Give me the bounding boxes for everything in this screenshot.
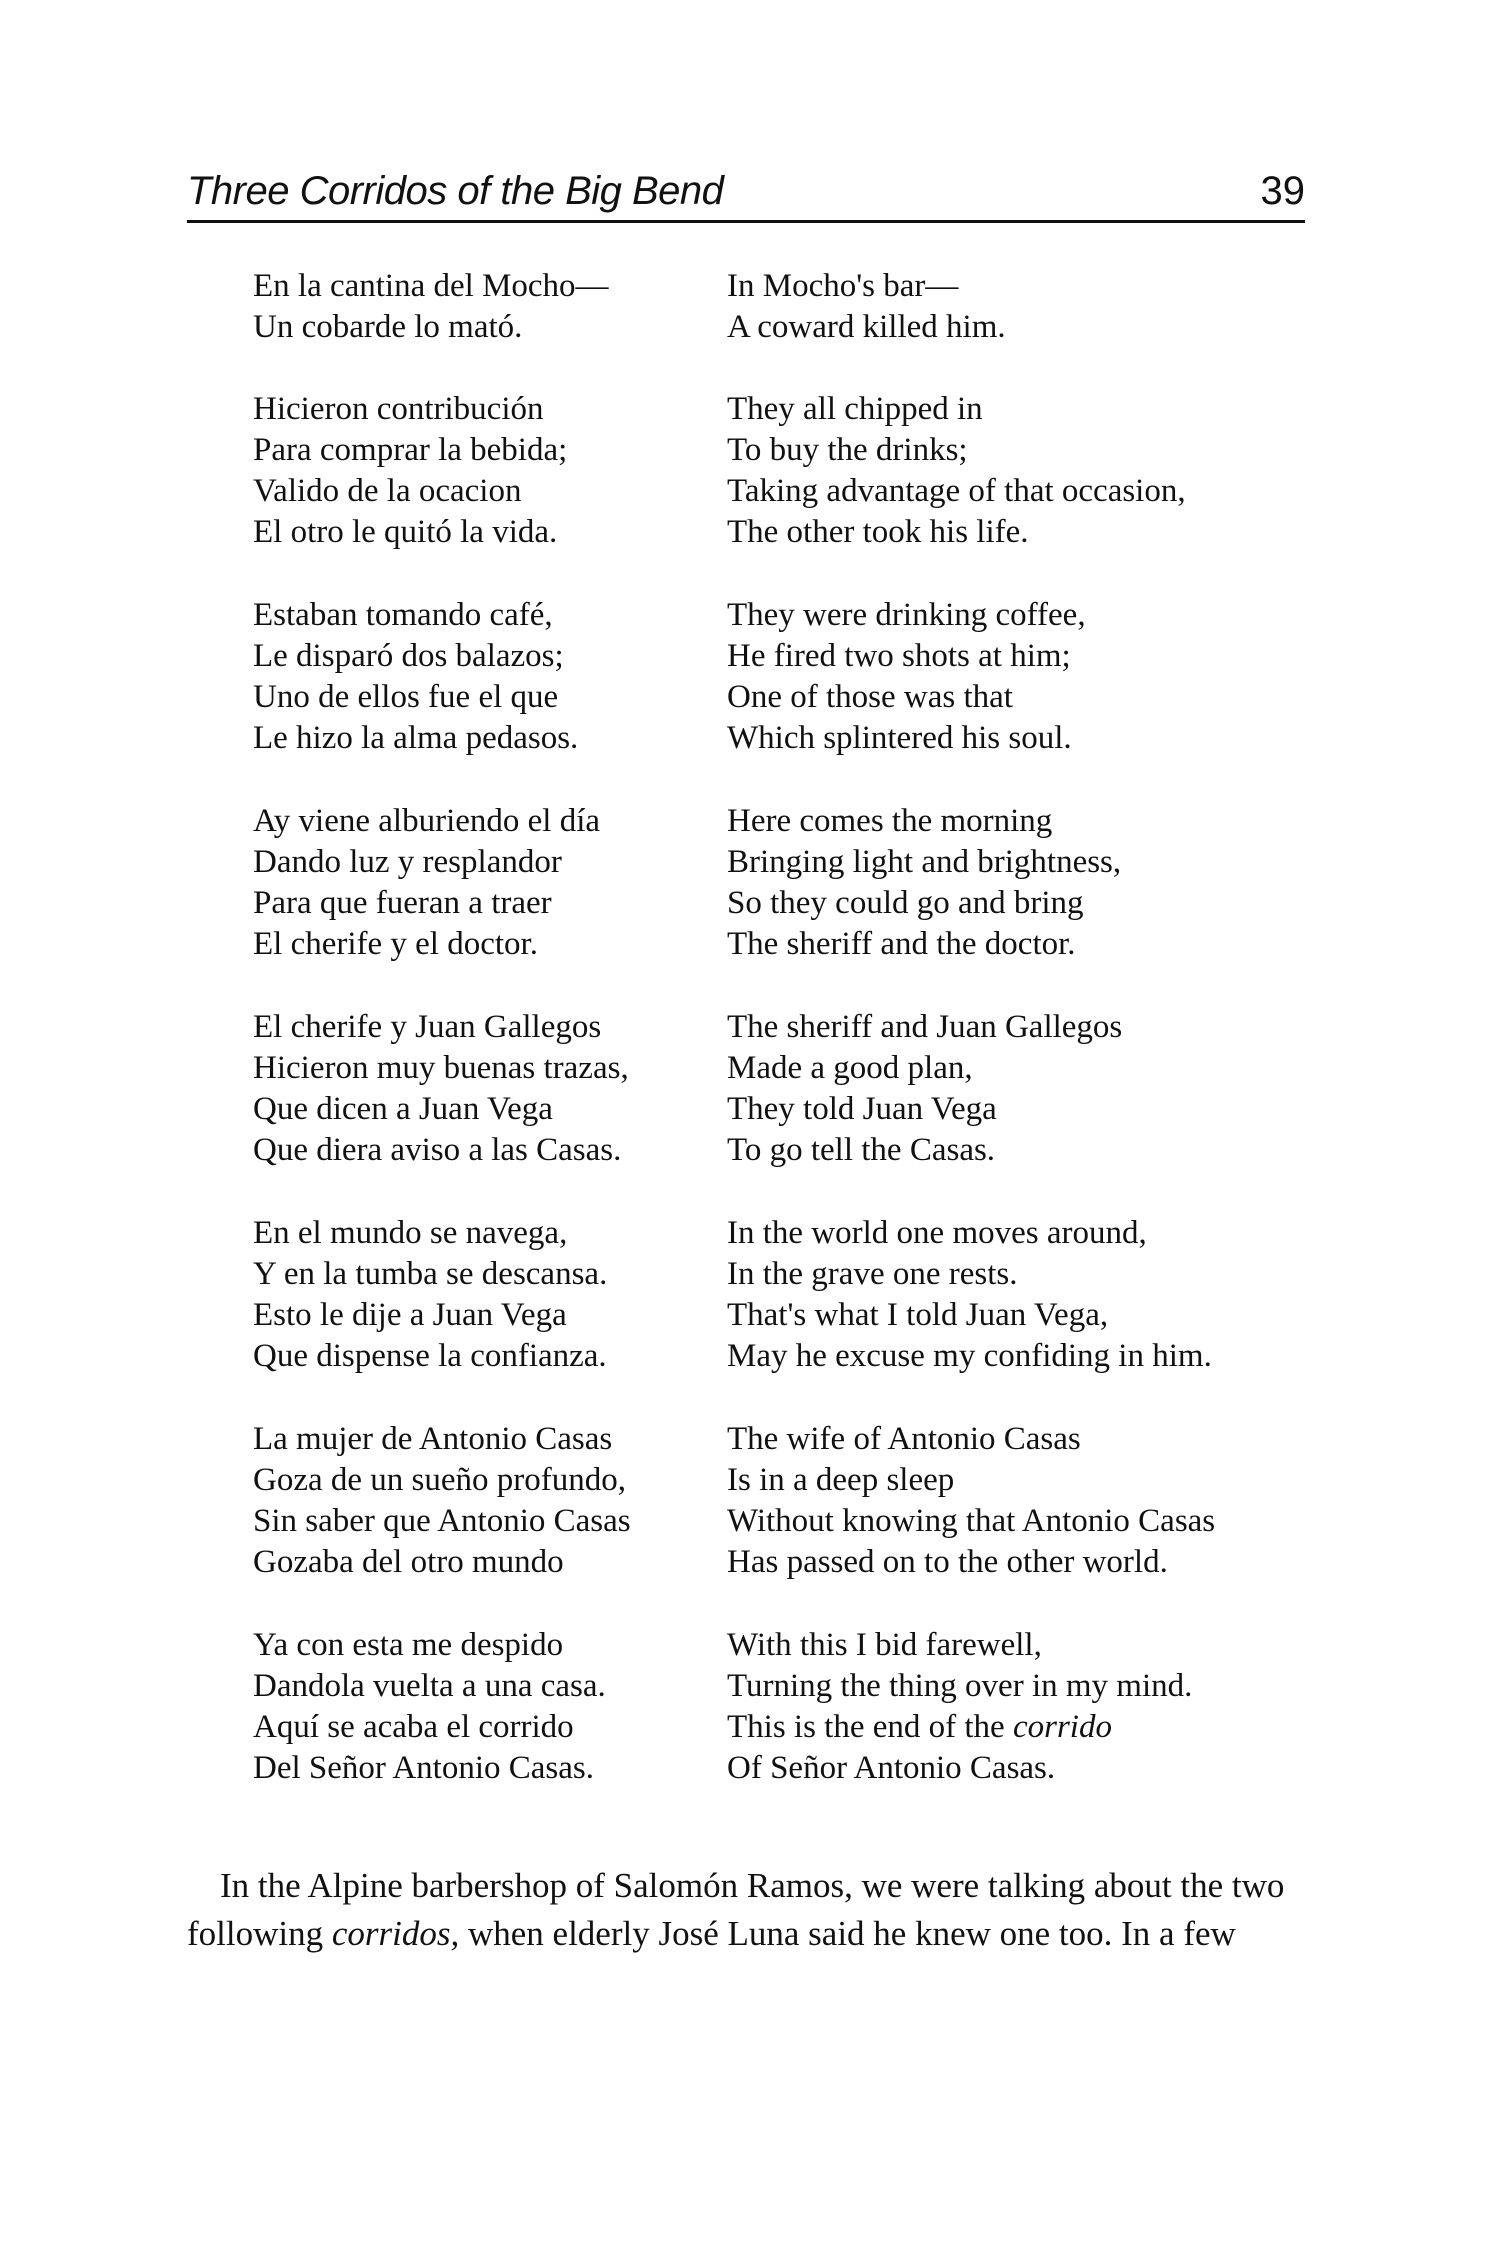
verse-line-en: Bringing light and brightness, — [727, 844, 1122, 880]
verse-line-es: Que diera aviso a las Casas. — [253, 1132, 622, 1168]
verse-text: This is the end of the — [727, 1709, 1013, 1745]
prose-line — [187, 1910, 1307, 1958]
verse-line-es: En la cantina del Mocho— — [253, 268, 609, 304]
page-number: 39 — [1260, 169, 1305, 213]
stanza-english — [727, 266, 1327, 348]
italic-term: corridos, — [331, 1914, 460, 1953]
verse-line-es: Aquí se acaba el corrido — [253, 1709, 574, 1745]
page-header — [187, 160, 1305, 223]
verse-line-es: Le hizo la alma pedasos. — [253, 720, 579, 756]
verse-line-es: El cherife y Juan Gallegos — [253, 1009, 602, 1045]
verse-line-es: Valido de la ocacion — [253, 473, 522, 509]
verse-line-es: Y en la tumba se descansa. — [253, 1256, 608, 1292]
verse-line-en: Is in a deep sleep — [727, 1462, 955, 1498]
verse-line-en: To go tell the Casas. — [727, 1132, 996, 1168]
stanza-spanish — [253, 1213, 693, 1377]
verse-line-en: Made a good plan, — [727, 1050, 973, 1086]
verse-line-es: Un cobarde lo mató. — [253, 309, 523, 345]
verse-line-en: Of Señor Antonio Casas. — [727, 1750, 1056, 1786]
verse-line-es: Ya con esta me despido — [253, 1627, 564, 1663]
stanza-spanish — [253, 801, 693, 965]
verse-line-en: May he excuse my confiding in him. — [727, 1338, 1212, 1374]
verse-line-en: The sheriff and Juan Gallegos — [727, 1009, 1123, 1045]
verse-line-en: One of those was that — [727, 679, 1013, 715]
verse-line-en: The wife of Antonio Casas — [727, 1421, 1081, 1457]
verse-line-es: Estaban tomando café, — [253, 597, 553, 633]
stanza-spanish — [253, 1007, 693, 1171]
italic-term: corrido — [1012, 1709, 1112, 1745]
stanza-english — [727, 801, 1327, 965]
verse-line-es: Que dispense la confianza. — [253, 1338, 607, 1374]
stanza-spanish — [253, 1419, 693, 1583]
stanza-english — [727, 595, 1327, 759]
stanza-spanish — [253, 389, 693, 553]
verse-line-es: Ay viene alburiendo el día — [253, 803, 601, 839]
prose-text: when elderly José Luna said he knew one too. In a few — [459, 1914, 1236, 1953]
verse-line-en: They all chipped in — [727, 391, 983, 427]
verse-line-es: En el mundo se navega, — [253, 1215, 568, 1251]
verse-line-en: The sheriff and the doctor. — [727, 926, 1076, 962]
verse-line-es: Del Señor Antonio Casas. — [253, 1750, 594, 1786]
verse-line-en: In the world one moves around, — [727, 1215, 1147, 1251]
verse-line-en: The other took his life. — [727, 514, 1029, 550]
verse-line-en: Here comes the morning — [727, 803, 1053, 839]
verse-line-en: With this I bid farewell, — [727, 1627, 1042, 1663]
verse-line-en: In Mocho's bar— — [727, 268, 959, 304]
stanza-english — [727, 1007, 1327, 1171]
verse-line-es: Uno de ellos fue el que — [253, 679, 559, 715]
verse-line-en: He fired two shots at him; — [727, 638, 1071, 674]
running-title: Three Corridos of the Big Bend — [187, 169, 724, 213]
verse-line-es: Para comprar la bebida; — [253, 432, 568, 468]
verse-line-es: Sin saber que Antonio Casas — [253, 1503, 631, 1539]
verse-line-en: Which splintered his soul. — [727, 720, 1072, 756]
verse-line-es: Hicieron contribución — [253, 391, 544, 427]
stanza-english — [727, 1213, 1327, 1377]
verse-line-en: So they could go and bring — [727, 885, 1084, 921]
stanza-english — [727, 389, 1327, 553]
verse-line-en: Turning the thing over in my mind. — [727, 1668, 1193, 1704]
prose-paragraph — [187, 1862, 1307, 1958]
verse-line-en: In the grave one rests. — [727, 1256, 1018, 1292]
verse-line-es: Gozaba del otro mundo — [253, 1544, 564, 1580]
verse-line-es: Dandola vuelta a una casa. — [253, 1668, 606, 1704]
stanza-spanish — [253, 266, 693, 348]
stanza-english — [727, 1625, 1327, 1789]
prose-text: following — [187, 1914, 332, 1953]
verse-line-es: La mujer de Antonio Casas — [253, 1421, 613, 1457]
verse-line-en: That's what I told Juan Vega, — [727, 1297, 1109, 1333]
verse-line-en: They told Juan Vega — [727, 1091, 997, 1127]
verse-line-es: Esto le dije a Juan Vega — [253, 1297, 567, 1333]
verse-line-en: Without knowing that Antonio Casas — [727, 1503, 1216, 1539]
verse-line-es: Dando luz y resplandor — [253, 844, 562, 880]
verse-line-en: They were drinking coffee, — [727, 597, 1086, 633]
verse-line-en: Has passed on to the other world. — [727, 1544, 1168, 1580]
verse-line-es: Le disparó dos balazos; — [253, 638, 564, 674]
stanza-english — [727, 1419, 1327, 1583]
verse-line-es: Que dicen a Juan Vega — [253, 1091, 553, 1127]
stanza-spanish — [253, 595, 693, 759]
verse-line-en: Taking advantage of that occasion, — [727, 473, 1186, 509]
verse-line-es: Goza de un sueño profundo, — [253, 1462, 626, 1498]
verse-line-es: Hicieron muy buenas trazas, — [253, 1050, 629, 1086]
verse-line-en: To buy the drinks; — [727, 432, 968, 468]
stanza-spanish — [253, 1625, 693, 1789]
verse-line-es: Para que fueran a traer — [253, 885, 552, 921]
verse-line-es: El otro le quitó la vida. — [253, 514, 558, 550]
verse-line-es: El cherife y el doctor. — [253, 926, 538, 962]
prose-line: In the Alpine barbershop of Salomón Ramos, we were talking about the two — [220, 1866, 1285, 1905]
verse-line-en: A coward killed him. — [727, 309, 1006, 345]
verse-line-en — [727, 1707, 1327, 1748]
